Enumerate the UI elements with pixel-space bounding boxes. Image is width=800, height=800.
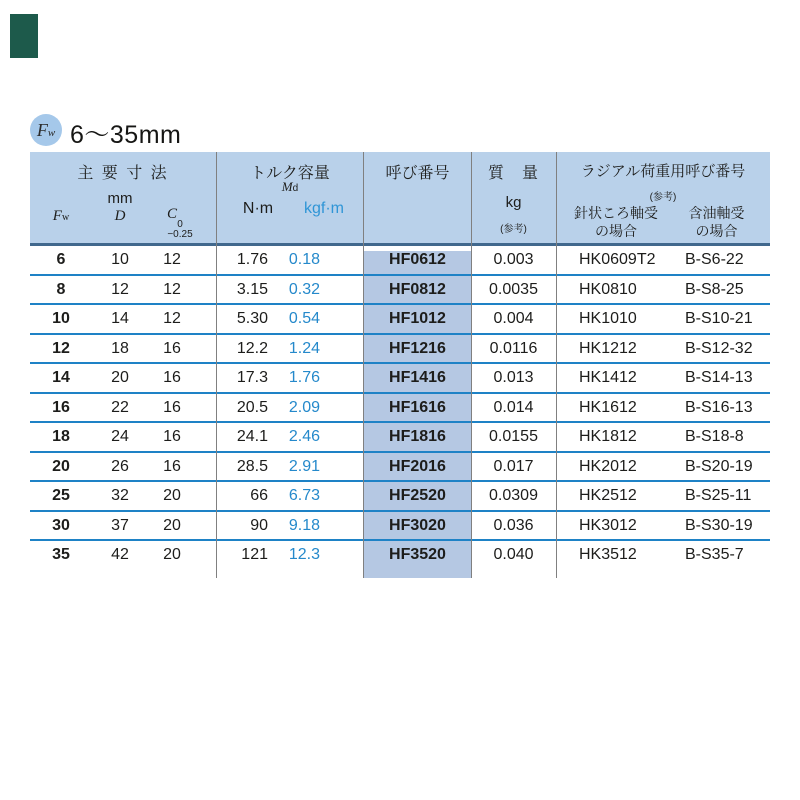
cell-mass: 0.040 — [493, 546, 534, 563]
cell-d: 37 — [111, 516, 129, 534]
cell-c: 20 — [163, 487, 181, 504]
spacer — [196, 453, 216, 481]
cell-part-number: HF0612 — [389, 251, 446, 268]
cell-oil-bearing-no: B-S25-11 — [685, 487, 752, 504]
c-tolerance-upper: 0 — [177, 219, 183, 230]
cell-oil-bearing-no: B-S18-8 — [685, 428, 744, 445]
cell-part-number: HF1012 — [389, 310, 446, 327]
spacer — [335, 482, 364, 510]
column-divider — [363, 152, 364, 578]
table-header — [30, 152, 770, 243]
cell-torque-nm: 66 — [250, 487, 268, 504]
table-row — [30, 364, 770, 394]
header-col-d: D — [114, 208, 126, 224]
cell-torque-kgfm: 1.24 — [288, 339, 320, 357]
header-oil-bearing-case: 含油軸受 の場合 — [688, 205, 745, 239]
header-part-number: 呼び番号 — [385, 165, 450, 182]
column-divider — [471, 152, 472, 578]
cell-torque-kgfm: 12.3 — [288, 546, 320, 563]
cell-d: 22 — [111, 398, 129, 416]
cell-c: 16 — [163, 339, 181, 357]
cell-mass: 0.0116 — [489, 339, 538, 357]
spacer — [335, 512, 364, 540]
cell-mass: 0.013 — [493, 369, 534, 386]
spacer — [196, 423, 216, 451]
cell-torque-nm: 28.5 — [236, 457, 268, 475]
cell-d: 14 — [111, 310, 129, 327]
cell-part-number: HF1216 — [389, 339, 446, 357]
cell-d: 24 — [111, 428, 129, 445]
cell-fw: 18 — [52, 428, 70, 445]
cell-needle-bearing-no: HK0609T2 — [579, 251, 656, 268]
spacer — [196, 512, 216, 540]
cell-torque-nm: 90 — [250, 516, 268, 534]
cell-needle-bearing-no: HK3512 — [579, 546, 637, 563]
cell-fw: 14 — [52, 369, 70, 386]
cell-needle-bearing-no: HK1612 — [579, 398, 637, 416]
cell-d: 42 — [111, 546, 129, 563]
column-divider — [216, 152, 217, 578]
page-corner-tab — [10, 14, 38, 58]
spacer — [196, 364, 216, 392]
header-unit-kg: kg — [505, 194, 522, 211]
header-main-dimensions: 主 要 寸 法 — [77, 165, 169, 182]
cell-c: 12 — [163, 280, 181, 298]
spacer — [335, 394, 364, 422]
cell-fw: 8 — [56, 280, 66, 298]
cell-oil-bearing-no: B-S30-19 — [685, 516, 753, 534]
cell-c: 16 — [163, 369, 181, 386]
cell-torque-nm: 1.76 — [236, 251, 268, 268]
header-unit-kgfm: kgf·m — [304, 200, 344, 217]
spacer — [335, 276, 364, 304]
cell-mass: 0.0155 — [489, 428, 538, 445]
table-row — [30, 512, 770, 542]
cell-torque-kgfm: 2.09 — [288, 398, 320, 416]
cell-part-number: HF3520 — [389, 546, 446, 563]
cell-oil-bearing-no: B-S20-19 — [685, 457, 753, 475]
spacer — [196, 394, 216, 422]
cell-d: 20 — [111, 369, 129, 386]
cell-mass: 0.014 — [493, 398, 534, 416]
cell-torque-nm: 17.3 — [236, 369, 268, 386]
cell-torque-kgfm: 6.73 — [288, 487, 320, 504]
fw-symbol-badge — [30, 114, 62, 146]
cell-fw: 35 — [52, 546, 70, 563]
table-row — [30, 482, 770, 512]
cell-oil-bearing-no: B-S8-25 — [685, 280, 744, 298]
spacer — [196, 335, 216, 363]
cell-part-number: HF1416 — [389, 369, 446, 386]
cell-c: 12 — [163, 310, 181, 327]
spacer — [335, 246, 364, 274]
cell-d: 26 — [111, 457, 129, 475]
spacer — [335, 305, 364, 333]
cell-torque-kgfm: 2.91 — [288, 457, 320, 475]
cell-fw: 10 — [52, 310, 70, 327]
header-md-symbol: Md — [281, 179, 299, 194]
size-range-title: 6〜35mm — [70, 121, 182, 149]
spacer — [335, 335, 364, 363]
header-radial-part-number: ラジアル荷重用呼び番号 — [580, 163, 746, 180]
spec-table — [30, 152, 770, 578]
cell-needle-bearing-no: HK3012 — [579, 516, 637, 534]
header-mass: 質 量 — [487, 165, 539, 182]
cell-c: 12 — [163, 251, 181, 268]
table-row — [30, 335, 770, 365]
spacer — [196, 246, 216, 274]
spacer — [196, 276, 216, 304]
spacer — [335, 453, 364, 481]
cell-part-number: HF0812 — [389, 280, 446, 298]
cell-part-number: HF3020 — [389, 516, 446, 534]
cell-needle-bearing-no: HK1812 — [579, 428, 637, 445]
cell-oil-bearing-no: B-S6-22 — [685, 251, 744, 268]
spacer — [335, 364, 364, 392]
header-radial-reference-note: (参考) — [649, 192, 677, 203]
spacer — [196, 482, 216, 510]
cell-d: 18 — [111, 339, 129, 357]
header-c-tolerance — [150, 220, 210, 240]
cell-torque-nm: 20.5 — [236, 398, 268, 416]
cell-mass: 0.004 — [493, 310, 534, 327]
cell-d: 12 — [111, 280, 129, 298]
spacer — [335, 423, 364, 451]
cell-d: 10 — [111, 251, 129, 268]
spacer — [196, 541, 216, 571]
cell-oil-bearing-no: B-S14-13 — [685, 369, 753, 386]
cell-fw: 12 — [52, 339, 70, 357]
cell-torque-nm: 24.1 — [236, 428, 268, 445]
cell-part-number: HF2016 — [389, 457, 446, 475]
cell-mass: 0.0309 — [489, 487, 538, 504]
cell-part-number: HF1616 — [389, 398, 446, 416]
header-needle-bearing-case: 針状ころ軸受 の場合 — [574, 205, 658, 239]
table-row — [30, 541, 770, 571]
cell-torque-kgfm: 1.76 — [288, 369, 320, 386]
cell-c: 16 — [163, 457, 181, 475]
table-row — [30, 453, 770, 483]
cell-fw: 6 — [56, 251, 66, 268]
header-unit-nm: N·m — [242, 200, 274, 217]
cell-oil-bearing-no: B-S16-13 — [685, 398, 753, 416]
c-tolerance-lower: −0.25 — [167, 229, 193, 240]
cell-d: 32 — [111, 487, 129, 504]
cell-fw: 20 — [52, 457, 70, 475]
table-row — [30, 276, 770, 306]
cell-needle-bearing-no: HK1010 — [579, 310, 637, 327]
cell-c: 20 — [163, 546, 181, 563]
cell-needle-bearing-no: HK1212 — [579, 339, 637, 357]
cell-fw: 16 — [52, 398, 70, 416]
cell-needle-bearing-no: HK2012 — [579, 457, 637, 475]
cell-torque-kgfm: 2.46 — [288, 428, 320, 445]
cell-torque-kgfm: 9.18 — [288, 516, 320, 534]
cell-c: 16 — [163, 428, 181, 445]
header-torque-capacity: トルク容量 — [250, 165, 330, 182]
cell-part-number: HF2520 — [389, 487, 446, 504]
cell-fw: 25 — [52, 487, 70, 504]
cell-mass: 0.003 — [493, 251, 534, 268]
table-row — [30, 305, 770, 335]
table-row — [30, 423, 770, 453]
header-unit-mm: mm — [107, 190, 133, 207]
cell-needle-bearing-no: HK0810 — [579, 280, 637, 298]
header-mass-reference-note: (参考) — [500, 224, 527, 235]
cell-mass: 0.017 — [493, 457, 534, 475]
cell-torque-nm: 121 — [241, 546, 268, 563]
spacer — [335, 541, 364, 571]
table-body — [30, 246, 770, 571]
cell-oil-bearing-no: B-S35-7 — [685, 546, 744, 563]
table-row — [30, 394, 770, 424]
cell-mass: 0.036 — [493, 516, 534, 534]
cell-needle-bearing-no: HK1412 — [579, 369, 637, 386]
cell-torque-kgfm: 0.32 — [288, 280, 320, 298]
column-divider — [556, 152, 557, 578]
cell-needle-bearing-no: HK2512 — [579, 487, 637, 504]
cell-torque-kgfm: 0.54 — [288, 310, 320, 327]
cell-part-number: HF1816 — [389, 428, 446, 445]
cell-c: 16 — [163, 398, 181, 416]
cell-torque-nm: 3.15 — [236, 280, 268, 298]
cell-torque-kgfm: 0.18 — [288, 251, 320, 268]
spacer — [196, 305, 216, 333]
cell-c: 20 — [163, 516, 181, 534]
cell-torque-nm: 12.2 — [236, 339, 268, 357]
fw-symbol-sub: w — [47, 127, 56, 139]
header-col-fw: Fw — [52, 208, 70, 224]
table-row — [30, 246, 770, 276]
cell-oil-bearing-no: B-S12-32 — [685, 339, 753, 357]
cell-oil-bearing-no: B-S10-21 — [685, 310, 753, 327]
fw-symbol-main: F — [36, 120, 48, 140]
cell-torque-nm: 5.30 — [236, 310, 268, 327]
header-col-c: C — [166, 206, 177, 222]
cell-mass: 0.0035 — [489, 280, 538, 298]
cell-fw: 30 — [52, 516, 70, 534]
